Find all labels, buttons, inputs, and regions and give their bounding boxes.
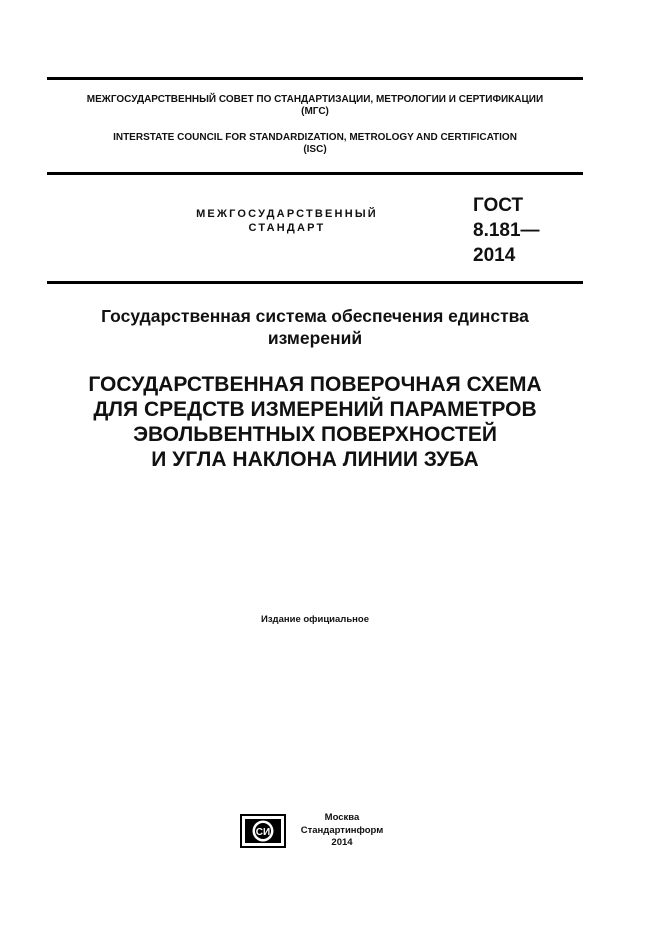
council-en	[47, 132, 583, 156]
council-en-abbr: (ISC)	[303, 144, 327, 155]
title-line-4: И УГЛА НАКЛОНА ЛИНИИ ЗУБА	[151, 448, 479, 471]
standartinform-logo-icon	[240, 814, 286, 848]
title-line-2: ДЛЯ СРЕДСТВ ИЗМЕРЕНИЙ ПАРАМЕТРОВ	[93, 398, 537, 421]
council-ru-abbr: (МГС)	[301, 106, 329, 117]
top-rule	[47, 77, 583, 80]
standard-code-line-1: ГОСТ	[473, 195, 524, 216]
interstate-standard-label	[170, 207, 404, 235]
publisher-year: 2014	[331, 837, 353, 848]
publisher-block	[294, 812, 390, 850]
edition-label: Издание официальное	[261, 614, 369, 625]
council-ru-name: МЕЖГОСУДАРСТВЕННЫЙ СОВЕТ ПО СТАНДАРТИЗАЦИИ, МЕТРОЛОГИИ И СЕРТИФИКАЦИИ	[86, 94, 544, 105]
title-line-1: ГОСУДАРСТВЕННАЯ ПОВЕРОЧНАЯ СХЕМА	[88, 373, 542, 396]
standard-code-line-3: 2014	[473, 245, 516, 266]
system-line-1: Государственная система обеспечения единства	[101, 306, 529, 326]
standard-code	[473, 193, 540, 268]
standard-code-line-2: 8.181—	[473, 220, 540, 241]
publisher-name: Стандартинформ	[300, 824, 384, 836]
system-subtitle	[47, 305, 583, 349]
title-line-3: ЭВОЛЬВЕНТНЫХ ПОВЕРХНОСТЕЙ	[133, 423, 497, 446]
council-en-name: INTERSTATE COUNCIL FOR STANDARDIZATION, METROLOGY AND CERTIFICATION	[113, 132, 517, 143]
publisher-city: Москва	[324, 812, 360, 823]
bottom-rule	[47, 281, 583, 284]
logo-text: СИ	[255, 827, 271, 838]
system-line-2: измерений	[267, 328, 363, 348]
document-title	[47, 372, 583, 472]
middle-rule	[47, 172, 583, 175]
interstate-line-1: МЕЖГОСУДАРСТВЕННЫЙ	[196, 208, 378, 220]
council-ru	[47, 94, 583, 118]
interstate-line-2: СТАНДАРТ	[248, 222, 326, 234]
